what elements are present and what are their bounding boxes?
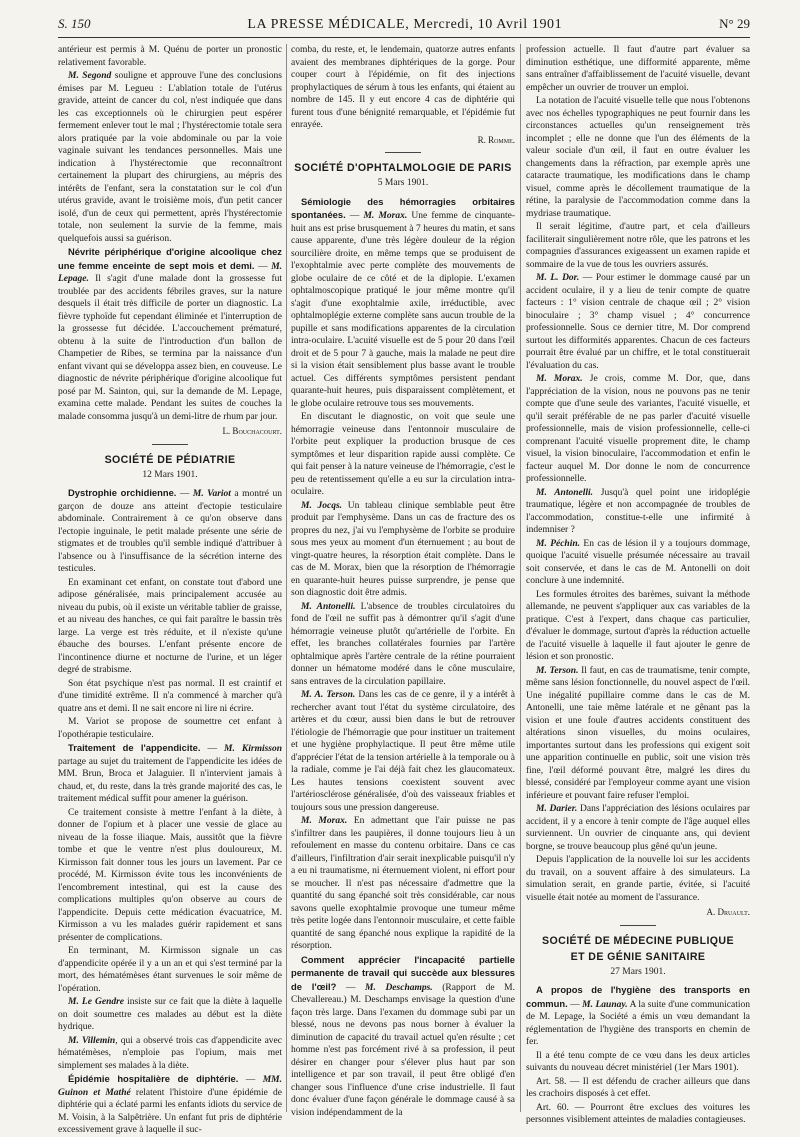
speaker-name: M. Morax. — [301, 816, 348, 826]
paragraph: Depuis l'application de la nouvelle loi sur les accidents du travail, on a souvent affaire à des simulateurs. La simulation serait, en grande partie, évitée, si l'acuité visuelle était notée au moment de l'assurance. — [526, 855, 750, 903]
column-left — [58, 44, 283, 1135]
issue-number: N° 29 — [719, 16, 750, 31]
speaker-name: M. Morax. — [536, 374, 583, 384]
session-date: 12 Mars 1901. — [142, 469, 198, 480]
paragraph: profession actuelle. Il faut d'autre part évaluer sa diminution esthétique, une difformité apparente, même sans entraîner d'affaiblissement de l'acuité visuelle, devant empêcher un ouvrier de trouver un emploi. — [526, 45, 750, 93]
speaker-name: M. Antonelli. — [536, 487, 594, 498]
paragraph — [291, 500, 515, 600]
paragraph: Il a été tenu compte de ce vœu dans les deux articles suivants du nouveau décret ministériel (1er Mars 1901). — [526, 1050, 750, 1073]
paragraph-text: Un tableau clinique semblable peut être produit par l'emphysème. Dans un cas de fracture des os propres du nez, j'ai vu l'emphysème de l'orbite se produire sous mes yeux au moment d'un éternuement ; au bout de vingt-quatre heures, la résorption était complète. Dans le cas de M. Morax, bien que la résorption de l'hémorragie en quarante-huit heures puisse surprendre, je pense que son diagnostic doit être admis. — [291, 500, 515, 598]
paragraph-heading: Dystrophie orchidienne. — [68, 487, 177, 498]
paragraph: Son état psychique n'est pas normal. Il est craintif et d'une timidité extrême. Il n'a commencé à marcher qu'à quatre ans et demi. Il ne sait encore ni lire ni écrire. — [58, 678, 282, 714]
speaker-name: M. Villemin — [68, 1035, 116, 1046]
society-title: SOCIÉTÉ DE MÉDECINE PUBLIQUE — [542, 934, 734, 947]
paragraph-text: souligne et approuve l'une des conclusions émises par M. Legueu : L'ablation totale de l'utérus gravide, atteint de cancer du col, n'est indiquée que dans les cas exceptionnels où le chirurgien peut espérer fermement enlever tout le mal ; l'hystérectomie totale sera alors pratiquée par la voie abdominale ou par la voie vaginale suivant les tendances personnelles. Mais une indication à l'hystérectomie que reconnaîtront certainement la plupart des chirurgiens, au mépris des intérêts de l'enfant, sera la constatation sur le col d'un utérus gravide, avant le troisième mois, d'un petit cancer isolé, d'un de ceux qui permettent, après l'hystérectomie totale, non seulement la survie de la femme, mais quelquefois aussi sa guérison. — [58, 71, 283, 244]
paragraph-text: Jusqu'à quel point une iridoplégie traumatique, légère et non accompagnée de troubles de l'accommodation, constitue-t-elle une infirmité à indemniser ? — [526, 487, 751, 535]
paragraph: A propos de l'hygiène des transports en commun. — M. Launay. A la suite d'une communication de M. Lepage, la Société a émis un vœu demandant la réglementation de l'hygiène des transports en chemin de fer. — [526, 984, 750, 1047]
speaker-name: M. Variot — [192, 489, 231, 499]
speaker-name: MM. Guinon et Mathé — [58, 1075, 283, 1098]
paragraph-heading: A propos de l'hygiène des transports en commun. — [526, 984, 750, 1009]
paragraph-heading: Comment apprécier l'incapacité partielle permanente de travail qui succède aux blessures de l'œil? — [291, 953, 515, 992]
society-title: SOCIÉTÉ D'OPHTALMOLOGIE DE PARIS — [294, 162, 512, 174]
paragraph-text: En admettant que l'air puisse ne pas s'infiltrer dans les paupières, il donne toujours lieu à un refoulement en masse du contenu orbitaire. Dans ce cas d'ailleurs, l'infiltration d'air serait inexplicable puisqu'il n'y a eu ni traumatisme, ni éternuement violent, ni effort pour se moucher. Il n'est pas nécessaire d'admettre que la quantité du sang épanché soit très considérable, car nous savons quelle exophtalmie provoque une tumeur même très petite logée dans l'entonnoir musculaire, et cette faible quantité de sang épanché nous explique la rapidité de la résorption. — [291, 816, 516, 951]
paragraph-text: A la suite d'une communication de M. Lepage, la Société a émis un vœu demandant la réglementation de l'hygiène des transports en chemin de fer. — [526, 999, 750, 1047]
paragraph — [291, 689, 515, 814]
paragraph-text: Une femme de cinquante-huit ans est prise brusquement à 7 heures du matin, et sans cause apparente, d'une très légère douleur de la région sourcilière droite, en même temps que se produisent de l'exophtalmie avec perte complète des mouvements de globe oculaire de ce côté et de la diplopie. L'examen ophtalmoscopique pratiqué le jour même montre qu'il s'agit d'une exophtalmie axile, irréductible, avec ophtalmoplégie externe complète sans aucun trouble de la pupille et sans modifications apparentes de la circulation intra-oculaire. L'acuité visuelle est de 5 pour 20 dans l'œil droit et de 5 pour 7 à gauche, mais la malade ne peut dire si la vision était sensiblement plus basse avant le trouble actuel. Ces différents symptômes persistent pendant quarante-huit heures, puis disparaissent complètement, et le globe oculaire retrouve tous ses mouvements. — [291, 211, 516, 409]
paragraph: En discutant le diagnostic, on voit que seule une hémorragie veineuse dans l'entonnoir musculaire de l'orbite peut expliquer la production brusque de ces symptômes et leur disparition rapide aussi complète. Ce qui fait penser à la nature veineuse de l'hémorragie, c'est le peu de retentissement qu'elle a eu sur la circulation intra-oculaire. — [291, 412, 515, 497]
paragraph-text: Pour estimer le dommage causé par un accident oculaire, il y a lieu de tenir compte de quatre facteurs : 1° vision centrale de chaque œil ; 2° vision binoculaire ; 3° champ visuel ; 4° concurrence professionnelle. Sous ce dernier titre, M. Dor comprend surtout les difformités apparentes. Chacun de ces facteurs pourrait être évalué par un chiffre, et le total constituerait l'évaluation du cas. — [526, 273, 750, 371]
paragraph: M. Variot se propose de soumettre cet enfant à l'opothérapie testiculaire. — [58, 717, 282, 740]
author-signature: R. Romme. — [477, 134, 515, 145]
paragraph-text: Dans l'appréciation des lésions oculaires par accident, il y a encore à tenir compte de l'âge auquel elles surviennent. Un ouvrier de cinquante ans, qui devient borgne, se trouve beaucoup plus gêné qu'un jeune. — [526, 804, 750, 852]
paragraph: En terminant, M. Kirmisson signale un cas d'appendicite opérée il y a un an et qui s'est terminé par la mort, des hématémèses étant survenues le soir même de l'opération. — [58, 946, 282, 994]
paragraph-text: , qui a observé trois cas d'appendicite avec hématémèses, n'emploie pas l'opium, mais met simplement ses malades à la diète. — [58, 1035, 282, 1071]
column-right — [526, 44, 751, 1125]
paragraph-text: En cas de lésion il y a toujours dommage, quoique l'acuité visuelle présumée nécessaire au travail soit conservée, et dans le cas de M. Antonelli on doit conclure à une indemnité. — [526, 538, 750, 586]
paragraph — [291, 601, 515, 689]
paragraph: antérieur est permis à M. Quénu de porter un pronostic relativement favorable. — [58, 45, 282, 68]
paragraph: Les formules étroites des barèmes, suivant la méthode allemande, ne peuvent s'appliquer aux cas variables de la pratique. C'est à l'expert, dans chaque cas particulier, d'évaluer le dommage, surtout d'après la réduction actuelle de l'acuité visuelle à laquelle il faut ajouter le genre de lésion et son pronostic. — [526, 589, 750, 662]
author-signature: A. Druault. — [706, 907, 750, 917]
speaker-name: M. Péchin. — [536, 538, 581, 549]
paragraph-text: partage au sujet du traitement de l'appendicite les idées de MM. Brun, Broca et Jalaguier. Il n'intervient jamais à chaud, et, du reste, dans la très grande majorité des cas, le traitement médical suffit pour amener la guérison. — [58, 756, 282, 804]
speaker-name: M. Deschamps. — [365, 982, 433, 993]
society-title: SOCIÉTÉ DE PÉDIATRIE — [104, 453, 236, 466]
paragraph — [526, 538, 750, 588]
section-rule — [620, 925, 656, 926]
speaker-name: M. Kirmisson — [224, 744, 283, 754]
journal-title: LA PRESSE MÉDICALE, Mercredi, 10 Avril 1901 — [247, 17, 563, 32]
session-date: 5 Mars 1901. — [377, 178, 429, 188]
paragraph: Sémiologie des hémorragies orbitaires spontanées. — M. Morax. Une femme de cinquante-huit ans est prise brusquement à 7 heures du matin, et sans cause apparente, d'une très légère douleur de la région sourcilière droite, en même temps que se produisent de l'exophtalmie avec perte complète des mouvements de globe oculaire de ce côté et de la diplopie. L'examen ophtalmoscopique pratiqué le jour même montre qu'il s'agit d'une exophtalmie axile, irréductible, avec ophtalmoplégie externe complète sans aucun trouble de la pupille et sans modifications apparentes de la circulation intra-oculaire. L'acuité visuelle est de 5 pour 20 dans l'œil droit et de 5 pour 7 à gauche, mais la malade ne peut dire si la vision était sensiblement plus basse avant le trouble actuel. Ces différents symptômes persistent pendant quarante-huit heures, puis disparaissent complètement, et le globe oculaire retrouve tous ses mouvements. — [291, 195, 516, 409]
paragraph — [526, 665, 750, 803]
speaker-name: M. Morax. — [363, 211, 408, 221]
speaker-name: M. Terson. — [536, 665, 579, 676]
paragraph-text: L'absence de troubles circulatoires du fond de l'œil ne suffit pas à démontrer qu'il s'agit d'une hémorragie veineuse plutôt qu'artérielle de l'orbite. En effet, les branches collatérales fournies par l'artère ophtalmique après l'artère centrale de la rétine pourraient donner un hématome modéré dans le cône musculaire, sans entraves de la circulation papillaire. — [291, 601, 515, 687]
paragraph: Névrite périphérique d'origine alcoolique chez une femme enceinte de sept mois et demi. — M. Lepage. Il s'agit d'une malade dont la grossesse fut troublée par des accidents fébriles graves, sur la nature desquels il était très difficile de porter un diagnostic. La fièvre typhoïde fut cependant éliminée et l'interruption de la grossesse fut décidée. L'accouchement prématuré, obtenu à la suite de l'introduction d'un ballon de Champetier de Ribes, se termina par la naissance d'un enfant vivant qui se développa assez bien, en couveuse. Le diagnostic de névrite périphérique d'origine alcoolique fut posé par M. Sainton, qui, sur la demande de M. Lepage, examina cette malade. Pendant les suites de couches la malade consomma jusqu'à un demi-litre de rhum par jour. — [58, 246, 283, 422]
paragraph-heading: Névrite périphérique d'origine alcoolique chez une femme enceinte de sept mois et demi. — [58, 246, 282, 271]
section-rule — [385, 152, 421, 153]
paragraph-text: Je crois, comme M. Dor, que, dans l'appréciation de la vision, nous ne pouvons pas ne tenir compte que d'une seule des variantes, l'acuité visuelle, et qu'il serait préférable de ne pas parler d'acuité visuelle professionnelle, mais de vision professionnelle, celle-ci comprenant l'acuité visuelle proprement dite, le champ visuel, la vision binoculaire, l'accommodation et enfin le facteur auquel M. Dor donne le nom de concurrence professionnelle. — [526, 374, 750, 484]
paragraph-heading: Sémiologie des hémorragies orbitaires spontanées. — [291, 195, 515, 220]
page-number: S. 150 — [58, 16, 91, 31]
column-divider — [286, 44, 287, 1112]
paragraph: Épidémie hospitalière de diphtérie. — MM. Guinon et Mathé relatent l'histoire d'une épidémie de diphtérie qui a éclaté parmi les enfants idiots du service de M. Voisin, à la Salpêtrière. Un enfant fut pris de diphtérie excessivement grave à laquelle il suc- — [58, 1073, 283, 1135]
speaker-name: M. A. Terson. — [301, 690, 356, 700]
paragraph: Comment apprécier l'incapacité partielle permanente de travail qui succède aux blessures de l'œil? — M. Deschamps. (Rapport de M. Chevallereau.) M. Deschamps envisage la question d'une façon très large. Dans l'examen du dommage subi par un blessé, nous ne devons pas nous borner à évaluer la diminution de capacité du travail actuel qu'en résulte ; cet homme n'est pas forcément rivé à sa profession, il peut désirer en changer pour s'élever plus haut par son intelligence et par son travail, il peut être obligé d'en changer sous l'influence d'une crise industrielle. Il faut donc évaluer d'une façon générale le dommage causé à sa vision indépendamment de la — [291, 953, 515, 1118]
paragraph — [291, 815, 515, 953]
speaker-name: M. Antonelli. — [301, 601, 356, 612]
paragraph-text: Il faut, en cas de traumatisme, tenir compte, même sans lésion fonctionnelle, du nouvel aspect de l'œil. Une inégalité pupillaire comme dans le cas de M. Antonelli, une taie même latérale et ne gênant pas la vision et une foule d'autres accidents constituent des altérations sinon visuelles, du moins oculaires, importantes surtout dans les professions qui exigent soit une apparition continuelle en public, soit une vision très fine, l'œil déformé pouvant être, malgré les dires du blessé, considéré par l'employeur comme ayant une vision inférieure et pouvant faire refuser l'emploi. — [526, 665, 750, 801]
paragraph: Il serait légitime, d'autre part, et cela d'ailleurs faciliterait singulièrement notre rôle, que les patrons et les compagnies d'assurances exigeassent un examen rapide et sommaire de la vue de tous les ouvriers assurés. — [526, 222, 750, 270]
paragraph: La notation de l'acuité visuelle telle que nous l'obtenons avec nos échelles typographiques ne peut fournir dans les circonstances actuelles qu'un renseignement très incomplet ; elle ne donne que l'un des éléments de la valeur sociale d'un œil, il faut en outre évaluer les changements dans la réfraction, par exemple après une cataracte traumatique, les modifications dans le champ visuel, comme après le décollement traumatique de la rétine, la paralysie de l'accommodation comme dans la mydriase traumatique. — [526, 96, 750, 219]
speaker-name: M. L. Dor. — [536, 273, 580, 283]
paragraph — [58, 1035, 282, 1073]
society-title: ET DE GÉNIE SANITAIRE — [570, 950, 706, 963]
page-header — [58, 16, 750, 38]
paragraph-text: relatent l'histoire d'une épidémie de diphtérie qui a éclaté parmi les enfants idiots du service de M. Voisin, à la Salpêtrière. Un enfant fut pris de diphtérie excessivement grave à laquelle il suc- — [58, 1087, 282, 1135]
paragraph-heading: Épidémie hospitalière de diphtérie. — [68, 1073, 239, 1084]
paragraph — [526, 373, 750, 486]
paragraph-text: (Rapport de M. Chevallereau.) M. Deschamps envisage la question d'une façon très large. Dans l'examen du dommage subi par un blessé, nous ne devons pas nous borner à évaluer la diminution de capacité du travail actuel qu'en résulte ; cet homme n'est pas forcément rivé à sa profession, il peut désirer en changer pour s'élever plus haut par son intelligence et par son travail, il peut être obligé d'en changer sous l'influence d'une crise industrielle. Il faut donc évaluer d'une façon générale le dommage causé à sa vision indépendamment de la — [291, 982, 515, 1118]
section-rule — [152, 444, 188, 445]
speaker-name: M. Segond — [68, 71, 112, 81]
speaker-name: M. Launay. — [582, 999, 628, 1010]
paragraph: Art. 58. — Il est défendu de cracher ailleurs que dans les crachoirs disposés à cet effet. — [526, 1076, 750, 1099]
paragraph-text: insiste sur ce fait que la diète à laquelle on doit soumettre ces malades au début est la diète hydrique. — [58, 997, 282, 1032]
paragraph: M. L. Dor. — Pour estimer le dommage causé par un accident oculaire, il y a lieu de tenir compte de quatre facteurs : 1° vision centrale de chaque œil ; 2° vision binoculaire ; 3° champ visuel ; 4° concurrence professionnelle. Sous ce dernier titre, M. Dor comprend surtout les difformités apparentes. Chacun de ces facteurs pourrait être évalué par un chiffre, et le total constituerait l'évaluation du cas. — [526, 273, 750, 371]
column-middle — [291, 44, 516, 1118]
session-date: 27 Mars 1901. — [610, 966, 666, 977]
paragraph-heading: Traitement de l'appendicite. — [68, 742, 201, 753]
paragraph — [526, 487, 750, 537]
paragraph: comba, du reste, et, le lendemain, quatorze autres enfants avaient des membranes diphtériques de la gorge. Pour couper court à l'épidémie, on fit des injections prophylactiques de sérum à tous les enfants, qui étaient au nombre de 145. Il y eut encore 4 cas de diphtérie qui furent tous d'une bénignité remarquable, et l'épidémie fut enrayée. — [291, 45, 515, 130]
speaker-name: M. Darier. — [536, 804, 578, 814]
speaker-name: M. Jocqs. — [301, 500, 343, 511]
paragraph: Ce traitement consiste à mettre l'enfant à la diète, à donner de l'opium et à placer une vessie de glace au niveau de la fosse iliaque. Mais, aussitôt que la fièvre tombe et que le ventre n'est plus douloureux, M. Kirmisson fait donner tous les jours un lavement. Par ce procédé, M. Kirmisson évite tous les inconvénients de l'encombrement intestinal, qui est la cause des complications multiples qu'on observe au cours de l'appendicite. Depuis cette médication évacuatrice, M. Kirmisson a vu les malades guérir rapidement et sans présenter de complications. — [58, 807, 282, 943]
paragraph — [526, 803, 750, 853]
paragraph-text: Il s'agit d'une malade dont la grossesse fut troublée par des accidents fébriles graves, sur la nature desquels il était très difficile de porter un diagnostic. La fièvre typhoïde fut cependant éliminée et l'interruption de la grossesse fut décidée. L'accouchement prématuré, obtenu à la suite de l'introduction d'un ballon de Champetier de Ribes, se termina par la naissance d'un enfant vivant qui se développa assez bien, en couveuse. Le diagnostic de névrite périphérique d'origine alcoolique fut posé par M. Sainton, qui, sur la demande de M. Lepage, examina cette malade. Pendant les suites de couches la malade consomma jusqu'à un demi-litre de rhum par jour. — [58, 274, 282, 422]
paragraph-text: a montré un garçon de douze ans atteint d'ectopie testiculaire abdominale. Contrairement à ce qu'on observe dans l'ectopie inguinale, le petit malade présente une série de stigmates et de troubles qu'il semble indiqué d'attribuer à l'absence ou à l'insuffisance de la sécrétion interne des testicules. — [58, 489, 282, 574]
paragraph: Traitement de l'appendicite. — M. Kirmisson partage au sujet du traitement de l'appendicite les idées de MM. Brun, Broca et Jalaguier. Il n'intervient jamais à chaud, et, du reste, dans la très grande majorité des cas, le traitement médical suffit pour amener la guérison. — [58, 742, 283, 804]
column-divider — [520, 44, 521, 1112]
speaker-name: M. Lepage. — [58, 261, 283, 284]
speaker-name: M. Le Gendre — [68, 997, 125, 1007]
paragraph — [58, 70, 282, 245]
paragraph — [58, 996, 282, 1034]
paragraph: Art. 60. — Pourront être exclues des voitures les personnes visiblement atteintes de maladies contagieuses. — [526, 1102, 750, 1125]
author-signature: L. Bouchacourt. — [222, 426, 282, 436]
paragraph: Dystrophie orchidienne. — M. Variot a montré un garçon de douze ans atteint d'ectopie testiculaire abdominale. Contrairement à ce qu'on observe dans l'ectopie inguinale, le petit malade présente une série de stigmates et de troubles qu'il semble indiqué d'attribuer à l'absence ou à l'insuffisance de la sécrétion interne des testicules. — [58, 487, 282, 574]
paragraph-text: Dans les cas de ce genre, il y a intérêt à rechercher avant tout l'état du système circulatoire, des artères et du cœur, aussi bien dans le but de retrouver l'étiologie de l'hémorragie que pour instituer un traitement et une hygiène prophylactique. Il peut être même utile d'apprécier l'état de la tension artérielle à la temporale ou à la radiale, comme je l'ai déjà fait chez les glaucomateux. Les hautes tensions coexistent souvent avec l'artériosclérose généralisée, d'où des vaisseaux friables et toujours sous une pression dangereuse. — [291, 690, 515, 813]
paragraph: En examinant cet enfant, on constate tout d'abord une adipose généralisée, mais principalement accusée au niveau du pubis, où il existe un véritable tablier de graisse, et au niveau des hanches, ce qui fait paraître le bassin très large. La verge est très réduite, et il n'existe qu'une ébauche des bourses. L'enfant présente encore de l'incontinence diurne et nocturne de l'urine, et un léger degré de strabisme. — [58, 577, 282, 675]
